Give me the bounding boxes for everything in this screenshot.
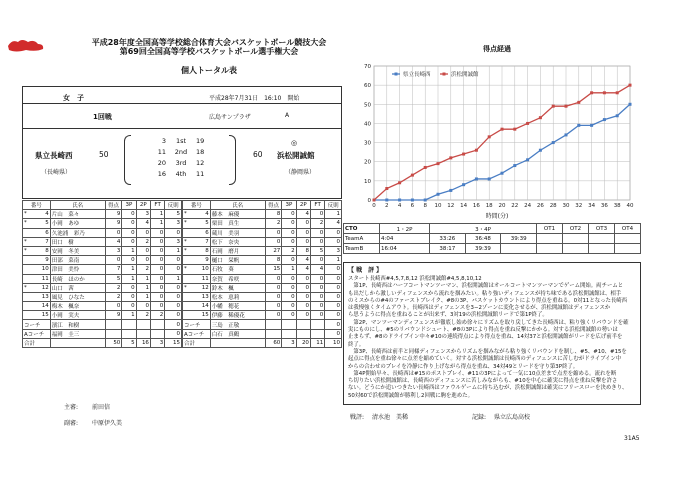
commentary-line: 第3P、長崎西は前半と同様ディフェンスからリズムを掴みながら粘り強くリバウンドを制し、#5、#10、#15を bbox=[348, 348, 627, 355]
player-name: 松本 恵莉 bbox=[210, 292, 265, 301]
score-progress-chart bbox=[354, 58, 640, 218]
x-tick-label: 32 bbox=[575, 203, 583, 209]
player-name: 鈴木 楓 bbox=[210, 283, 265, 292]
commentary-text bbox=[344, 276, 640, 400]
chart-xlabel: 時間(分) bbox=[485, 213, 509, 220]
legend-marker bbox=[443, 73, 446, 76]
tournament-logo-icon bbox=[6, 36, 46, 54]
col-fouls: 反則 bbox=[325, 201, 342, 210]
series-point bbox=[603, 91, 606, 94]
series-point bbox=[449, 156, 452, 159]
player-name: 山口 茜 bbox=[50, 283, 105, 292]
player-name: 長崎 ほのか bbox=[50, 274, 105, 283]
series-point bbox=[565, 133, 568, 136]
x-tick-label: 4 bbox=[397, 203, 402, 209]
player-name: 奈賀 希咲 bbox=[210, 274, 265, 283]
col-3p: 3P bbox=[122, 201, 136, 210]
chart-title: 得点経過 bbox=[483, 45, 511, 53]
home-box-score bbox=[22, 200, 182, 348]
x-tick-label: 38 bbox=[613, 203, 621, 209]
x-tick-label: 10 bbox=[434, 203, 442, 209]
x-tick-label: 20 bbox=[498, 203, 506, 209]
umpire-label: 副審: bbox=[64, 420, 79, 427]
x-tick-label: 28 bbox=[549, 203, 557, 209]
x-tick-label: 26 bbox=[536, 203, 544, 209]
series-point bbox=[616, 114, 619, 117]
series-point bbox=[513, 128, 516, 131]
player-row: 13 風見 ひなた 2 0 1 0 0 bbox=[23, 292, 182, 301]
y-tick-label: 60 bbox=[364, 83, 371, 90]
series-point bbox=[424, 199, 427, 202]
x-tick-label: 0 bbox=[372, 203, 376, 209]
series-point bbox=[539, 149, 542, 152]
home-score: 50 bbox=[99, 150, 109, 159]
commentary-line: スタート長崎西#4,5,7,8,12 浜松開誠館#4,5,8,10,12 bbox=[348, 276, 482, 282]
series-point bbox=[373, 199, 376, 202]
player-name: 安岡 冬美 bbox=[50, 246, 105, 255]
player-row: * 7 松下 奈央 0 0 0 0 0 bbox=[184, 238, 340, 246]
game-date: 平成28年7月31日 16:10 開始 bbox=[209, 95, 300, 102]
commentary-line: ない。どうにか追いつきたい長崎西はファウルゲームに持ち込むが、浜松開誠館は確実にフリースローを決めきり、 bbox=[348, 385, 628, 392]
series-point bbox=[437, 193, 440, 196]
player-name: 蔵川 美羽 bbox=[210, 228, 265, 237]
writer-name: 清水池 美稀 bbox=[372, 414, 409, 421]
player-name: 田部 菜南 bbox=[50, 256, 105, 265]
series-point bbox=[629, 103, 632, 106]
col-2p: 2P bbox=[296, 201, 310, 210]
player-row: * 8 石岡 磨月 27 2 8 5 3 bbox=[184, 248, 340, 256]
round-label: 1回戦 bbox=[93, 113, 112, 121]
series-point bbox=[603, 118, 606, 121]
series-point bbox=[539, 116, 542, 119]
umpire-name: 中原伊久美 bbox=[92, 420, 123, 427]
series-point bbox=[385, 199, 388, 202]
series-point bbox=[526, 122, 529, 125]
commentary-title: 【 戦 評 】 bbox=[348, 267, 383, 274]
winner-mark: ◎ bbox=[291, 139, 298, 147]
col-number: 番号 bbox=[23, 201, 51, 210]
series-point bbox=[565, 105, 568, 108]
player-name: 伊藤 稀優花 bbox=[210, 311, 265, 320]
commentary-line: ら思うように得点を重ねることが出来ず、3対19の浜松開誠館リードで第1P終了。 bbox=[348, 312, 548, 319]
commentary-line: 第4P開始早々、長崎西は#15のポストプレイ、#11の3Pによって一気に10点差まで点差を縮める。流れを断 bbox=[348, 370, 617, 377]
player-row: 15 伊藤 稀優花 0 0 0 0 0 bbox=[183, 311, 342, 320]
series-point bbox=[501, 128, 504, 131]
commentary-line: 実にものにし、#5のリバウンドシュート、#8の3Pにより得点を重ね反撃にかかる。対する浜松開誠館の勢いは bbox=[348, 327, 618, 334]
col-name: 氏名 bbox=[210, 201, 265, 210]
col-ft: FT bbox=[310, 201, 324, 210]
player-name: 小岡 あゆ bbox=[50, 219, 105, 228]
total-row: 合計 50 5 16 3 15 bbox=[24, 339, 180, 347]
player-row: * 5 小岡 あゆ 9 0 4 1 3 bbox=[24, 220, 180, 228]
player-row: 6 蔵川 美羽 0 0 0 0 0 bbox=[183, 228, 342, 237]
player-name: 久池浦 彩乃 bbox=[50, 228, 105, 237]
player-name: 小岡 実夫 bbox=[50, 311, 105, 320]
x-tick-label: 40 bbox=[626, 203, 634, 209]
col-points: 得点 bbox=[265, 201, 282, 210]
writer-label: 戦評: bbox=[350, 414, 365, 421]
game-commentary bbox=[343, 262, 641, 405]
player-name: 梅木 楓奈 bbox=[50, 302, 105, 311]
series-point bbox=[552, 105, 555, 108]
home-team-name: 県立長崎西 bbox=[35, 151, 73, 160]
commentary-line: 終了。 bbox=[348, 341, 365, 348]
series-point bbox=[488, 177, 491, 180]
legend-marker bbox=[395, 73, 398, 76]
header-title-1: 平成28年度全国高等学校総合体育大会バスケットボール競技大会 bbox=[91, 38, 327, 47]
x-tick-label: 2 bbox=[385, 203, 389, 209]
y-tick-label: 50 bbox=[364, 102, 371, 109]
commentary-line: 50対60で浜松開誠館が勝利し2回戦に駒を進めた。 bbox=[348, 392, 473, 399]
commentary-line: 第1P、長崎西はハーフコートマンツーマン、浜松開誠館はオールコートマンツーマンでゲーム開始。両チームと bbox=[348, 283, 624, 290]
coach-row: コーチ 濱江 和樹 0 bbox=[24, 321, 180, 329]
x-tick-label: 18 bbox=[485, 203, 493, 209]
series-point bbox=[590, 91, 593, 94]
player-name: 片山 菜々 bbox=[50, 210, 105, 219]
commentary-line: は我慢強くタイムアウト。長崎西はディフェンスを3−2ゾーンに変化させるが、浜松開誠館はディフェンスか bbox=[348, 305, 611, 312]
y-tick-label: 40 bbox=[364, 121, 371, 128]
x-tick-label: 36 bbox=[600, 203, 608, 209]
coach-row: Aコーチ 白石 真鶴 0 bbox=[184, 330, 340, 338]
commentary-line: 起点に得点を重ね徐々に点差を縮めていく。対する浜松開誠館は長崎西のディフェンスに苦しむがドライブイン中 bbox=[348, 356, 622, 363]
player-row: * 8 安岡 冬美 3 1 0 0 1 bbox=[24, 248, 180, 256]
x-tick-label: 12 bbox=[447, 203, 455, 209]
series-point bbox=[577, 101, 580, 104]
player-name: 松下 奈央 bbox=[210, 237, 265, 246]
series-point bbox=[552, 141, 555, 144]
series-point bbox=[501, 172, 504, 175]
box-header-row bbox=[23, 201, 182, 210]
y-tick-label: 70 bbox=[364, 64, 371, 70]
cto-table: CTO 1・2P 3・4P OT1 OT2 OT3 OT4 TeamA 4:04 33:26 36:48 39:39 TeamB 16:04 38:17 39:39 bbox=[343, 223, 641, 254]
col-2p: 2P bbox=[136, 201, 150, 210]
x-tick-label: 34 bbox=[588, 203, 596, 209]
y-tick-label: 30 bbox=[364, 140, 371, 147]
series-point bbox=[398, 199, 401, 202]
series-point bbox=[629, 84, 632, 87]
away-score: 60 bbox=[253, 150, 263, 159]
col-3p: 3P bbox=[282, 201, 296, 210]
player-name: 石牧 葵 bbox=[210, 265, 265, 274]
x-tick-label: 6 bbox=[410, 203, 415, 209]
series-point bbox=[526, 158, 529, 161]
player-row: 15 小岡 実夫 9 1 2 2 0 bbox=[23, 311, 182, 320]
player-name: 石岡 磨月 bbox=[210, 246, 265, 255]
player-row: 14 小幡 穂花 0 0 0 0 0 bbox=[183, 302, 342, 311]
referee-label: 主審: bbox=[64, 404, 79, 411]
series-point bbox=[462, 153, 465, 156]
player-name: 栗田 真生 bbox=[210, 219, 265, 228]
referee-name: 前田信 bbox=[92, 404, 111, 411]
y-tick-label: 10 bbox=[364, 178, 371, 185]
player-row: * 5 栗田 真生 2 0 0 2 4 bbox=[184, 220, 340, 228]
away-team-name: 浜松開誠館 bbox=[277, 151, 315, 160]
quarter-scores: 3 1st 19 11 2nd 18 20 3rd 12 16 4th 11 bbox=[157, 137, 205, 178]
series-point bbox=[449, 189, 452, 192]
player-row: 14 梅木 楓奈 0 0 0 0 0 bbox=[23, 302, 182, 311]
venue-label: 広島サンプラザ bbox=[209, 114, 251, 121]
recorder-label: 記録: bbox=[472, 414, 487, 421]
commentary-line: ち切りたい浜松開誠館は、長崎西のディフェンスに苦しみながらも、#10を中心に確実に得点を重ね反撃を許さ bbox=[348, 378, 618, 385]
total-row: 合計 60 3 20 11 10 bbox=[184, 339, 340, 347]
player-row: 11 長崎 ほのか 5 1 1 0 1 bbox=[23, 274, 182, 283]
player-name: 小幡 穂花 bbox=[210, 302, 265, 311]
category-label: 女 子 bbox=[63, 94, 84, 102]
player-row: 11 奈賀 希咲 0 0 0 0 0 bbox=[183, 274, 342, 283]
player-row: 9 樋口 栞帆 8 0 4 0 1 bbox=[183, 256, 342, 265]
series-point bbox=[475, 149, 478, 152]
coach-row: コーチ 三島 正敬 0 bbox=[184, 321, 340, 329]
series-point bbox=[475, 177, 478, 180]
header-title-2: 第69回全国高等学校バスケットボール選手権大会 bbox=[119, 47, 299, 56]
court-label: A bbox=[285, 112, 290, 119]
coach-row: Aコーチ 福岡 圭三 0 bbox=[24, 330, 180, 338]
box-header-row bbox=[183, 201, 342, 210]
series-point bbox=[424, 166, 427, 169]
player-row: * 10 石牧 葵 15 1 4 4 0 bbox=[184, 266, 340, 274]
x-tick-label: 22 bbox=[511, 203, 519, 209]
col-points: 得点 bbox=[105, 201, 122, 210]
series-point bbox=[398, 181, 401, 184]
player-name: 樋口 栞帆 bbox=[210, 256, 265, 265]
series-point bbox=[462, 183, 465, 186]
series-point bbox=[590, 124, 593, 127]
y-tick-label: 0 bbox=[367, 198, 371, 204]
player-row: * 7 田口 樹 4 0 2 0 3 bbox=[24, 238, 180, 246]
series-point bbox=[513, 164, 516, 167]
player-row: 9 田部 菜南 0 0 0 0 0 bbox=[23, 256, 182, 265]
player-row: 10 津田 美怜 7 1 2 0 0 bbox=[23, 265, 182, 274]
home-team-pref: （長崎県） bbox=[41, 169, 72, 176]
commentary-line: 止まらず、#8のドライブイン中々#10の連続得点により得点を重ね、14対37と浜松開誠館がリードを広げ前半を bbox=[348, 334, 623, 341]
away-box-score bbox=[182, 200, 342, 348]
y-tick-label: 20 bbox=[364, 159, 371, 166]
player-row: * 12 山口 茜 2 0 1 0 0 bbox=[24, 284, 180, 292]
col-number: 番号 bbox=[183, 201, 211, 210]
col-name: 氏名 bbox=[50, 201, 105, 210]
x-tick-label: 14 bbox=[460, 203, 468, 209]
x-tick-label: 24 bbox=[524, 203, 532, 209]
recorder-name: 県立広島高校 bbox=[494, 414, 531, 421]
header-subtitle: 個人トータル表 bbox=[181, 66, 237, 75]
series-point bbox=[385, 187, 388, 190]
player-name: 風見 ひなた bbox=[50, 292, 105, 301]
x-tick-label: 30 bbox=[562, 203, 570, 209]
player-name: 藤本 麻優 bbox=[210, 210, 265, 219]
player-name: 津田 美怜 bbox=[50, 265, 105, 274]
legend-label: 県立長崎西 bbox=[403, 72, 431, 78]
commentary-line: 第2P、マンツーマンディフェンスが徹底し始め徐々にリズムを取り戻してきた長崎西は、粘り強くリバウンドを確 bbox=[348, 319, 629, 326]
series-point bbox=[437, 162, 440, 165]
series-point bbox=[411, 174, 414, 177]
player-row: 13 松本 恵莉 0 0 0 0 0 bbox=[183, 292, 342, 301]
series-point bbox=[616, 91, 619, 94]
col-fouls: 反則 bbox=[165, 201, 182, 210]
player-row: * 4 片山 菜々 9 0 3 1 5 bbox=[24, 211, 180, 219]
player-name: 田口 樹 bbox=[50, 237, 105, 246]
player-row: * 4 藤本 麻優 8 0 4 0 1 bbox=[184, 211, 340, 219]
series-point bbox=[577, 124, 580, 127]
commentary-line: からの合わせのプレイを冷静に作り上げながら得点を重ね、34対49とリードを守り第3P終了。 bbox=[348, 363, 579, 370]
x-tick-label: 16 bbox=[472, 203, 480, 209]
series-point bbox=[411, 199, 414, 202]
col-ft: FT bbox=[150, 201, 164, 210]
commentary-line: のミスからの#4のファーストブレイク、#8の3P、バスケットカウントにより得点を重ねる。0対11となった長崎西 bbox=[348, 297, 628, 304]
legend-label: 浜松開誠館 bbox=[451, 72, 479, 78]
player-row: 6 久池浦 彩乃 0 0 0 0 0 bbox=[23, 228, 182, 237]
game-info-panel bbox=[22, 86, 342, 199]
commentary-line: も出だしから激しいディフェンスから流れを掴みたい。粘り強いディフェンスが持ち味である浜松開誠館は、相手 bbox=[348, 290, 622, 297]
series-point bbox=[488, 135, 491, 138]
away-team-pref: （静岡県） bbox=[285, 169, 316, 176]
page-code: 31A5 bbox=[624, 435, 640, 442]
x-tick-label: 8 bbox=[423, 203, 427, 209]
player-row: * 12 鈴木 楓 0 0 0 0 0 bbox=[184, 284, 340, 292]
